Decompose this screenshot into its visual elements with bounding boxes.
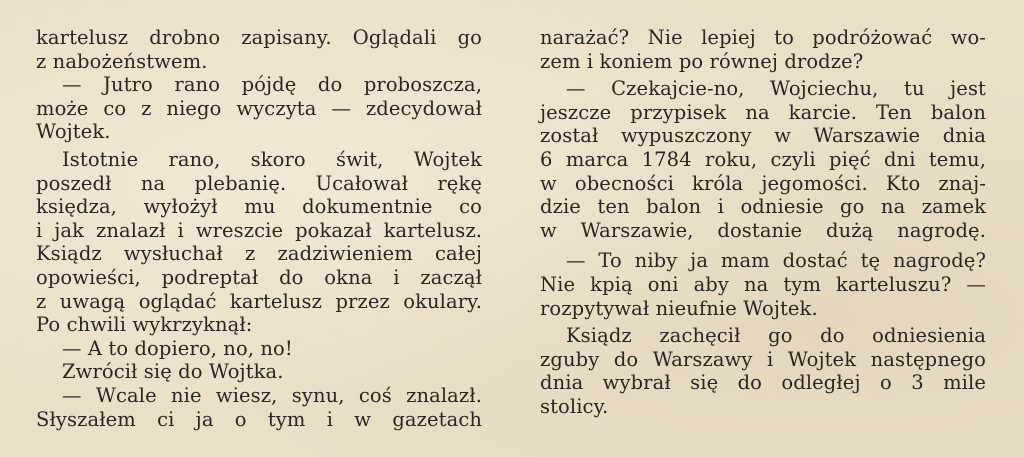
text-line: poszedł na plebanię. Ucałował rękę — [36, 171, 482, 195]
text-line: Ksiądz zachęcił go do odniesienia — [566, 324, 986, 348]
text-line: został wypuszczony w Warszawie dnia — [540, 124, 986, 148]
text-line: z nabożeństwem. — [36, 49, 208, 73]
text-line: i jak znalazł i wreszcie pokazał kartelusz. — [36, 218, 482, 242]
text-line: rozpytywał nieufnie Wojtek. — [540, 296, 818, 320]
text-line: Wojtek. — [36, 120, 111, 144]
text-line: księdza, wyłożył mu dokumentnie co — [36, 195, 482, 219]
paragraph-gap — [540, 242, 986, 249]
text-line: — Jutro rano pójdę do proboszcza, — [62, 73, 482, 97]
text-line: dnia wybrał się do odległej o 3 mile — [540, 371, 986, 395]
text-line: kartelusz drobno zapisany. Oglądali go — [36, 26, 482, 49]
right-text-column — [540, 26, 986, 419]
text-line: Zwrócił się do Wojtka. — [62, 360, 284, 384]
text-line: opowieści, podreptał do okna i zaczął — [36, 265, 482, 289]
text-line: w obecności króla jegomości. Kto znaj- — [540, 171, 986, 195]
text-line: Po chwili wykrzyknął: — [36, 313, 253, 337]
text-line: Słyszałem ci ja o tym i w gazetach — [36, 407, 482, 431]
text-line: 6 marca 1784 roku, czyli pięć dni temu, — [540, 147, 986, 171]
left-text-column — [36, 26, 482, 431]
text-line: Ksiądz wysłuchał z zadziwieniem całej — [36, 242, 482, 266]
text-line: dzie ten balon i odniesie go na zamek — [540, 195, 986, 219]
text-line: zguby do Warszawy i Wojtek następnego — [540, 347, 986, 371]
text-line: narażać? Nie lepiej to podróżować wo- — [540, 26, 986, 49]
text-line: w Warszawie, dostanie dużą nagrodę. — [540, 218, 986, 242]
text-line: Istotnie rano, skoro świt, Wojtek — [62, 147, 482, 171]
text-line: może co z niego wyczyta — zdecydował — [36, 96, 482, 120]
text-line: jeszcze przypisek na karcie. Ten balon — [540, 100, 986, 124]
text-line: — Czekajcie-no, Wojciechu, tu jest — [566, 77, 986, 101]
text-line: — Wcale nie wiesz, synu, coś znalazł. — [62, 383, 482, 407]
text-line: — A to dopiero, no, no! — [62, 336, 293, 360]
text-line: zem i koniem po równej drodze? — [540, 49, 864, 73]
text-line: — To niby ja mam dostać tę nagrodę? — [566, 249, 986, 273]
text-line: stolicy. — [540, 394, 609, 418]
text-line: z uwagą oglądać kartelusz przez okulary. — [36, 289, 482, 313]
text-line: Nie kpią oni aby na tym karteluszu? — — [540, 272, 986, 296]
